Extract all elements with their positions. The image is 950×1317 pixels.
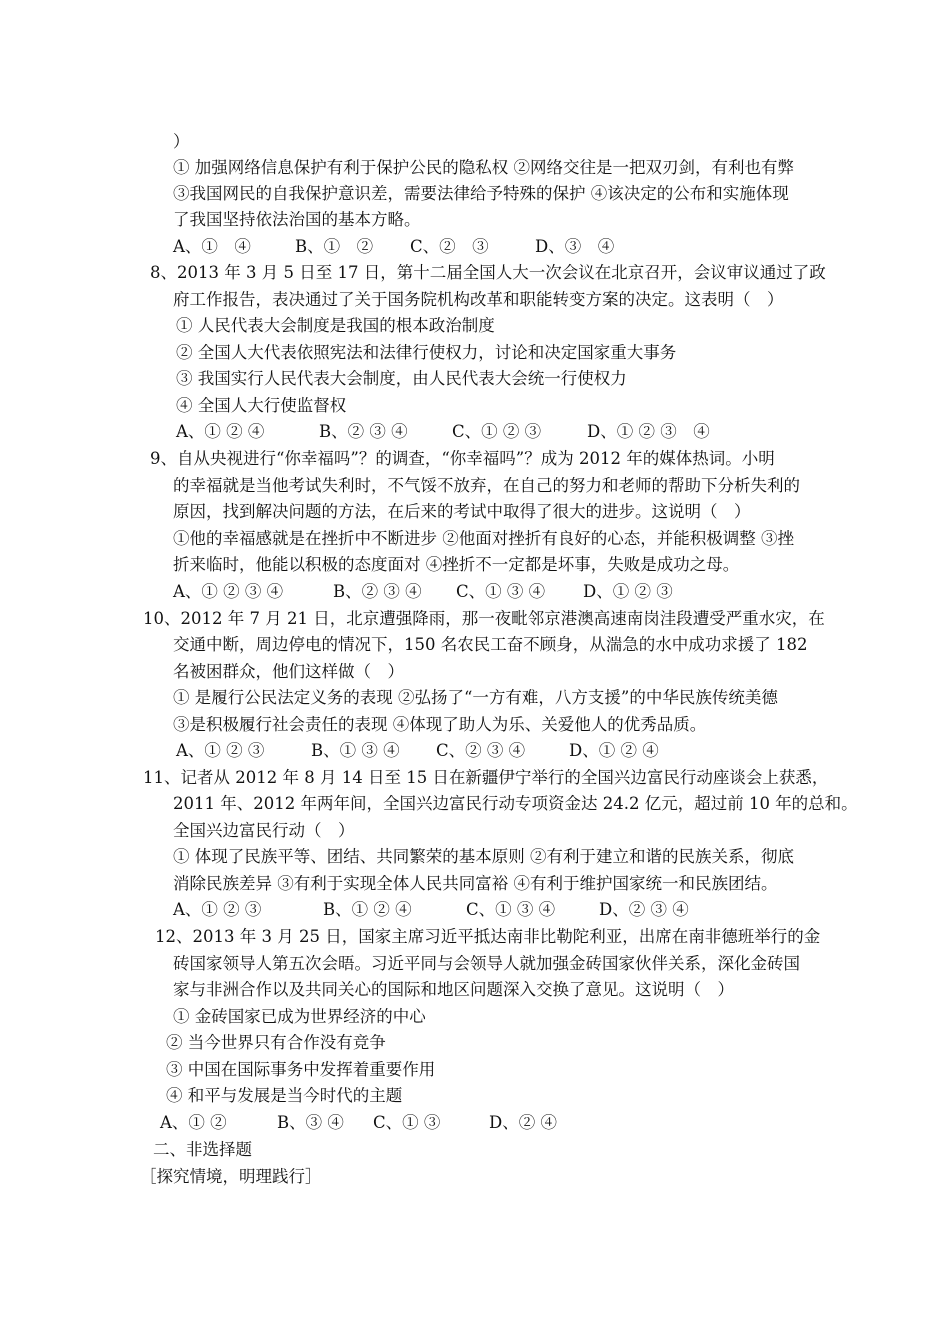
q11-choices — [173, 899, 689, 921]
q7-option-3: ③我国网民的自我保护意识差，需要法律给予特殊的保护 — [173, 184, 586, 203]
q10-options-line-2: ③是积极履行社会责任的表现 ④体现了助人为乐、关爱他人的优秀品质。 — [173, 715, 707, 734]
q10-stem-1: 10、2012 年 7 月 21 日，北京遭强降雨，那一夜毗邻京港澳高速南岗洼段遭受严重水灾，在 — [143, 609, 825, 628]
q7-choice-a: A、① ④ — [173, 237, 251, 256]
q9-stem-2: 的幸福就是当他考试失利时，不气馁不放弃，在自己的努力和老师的帮助下分析失利的 — [173, 476, 800, 495]
q9-choice-d: D、① ② ③ — [583, 582, 673, 601]
q11-stem-3: 全国兴边富民行动（ ） — [173, 821, 355, 840]
q9-options-line-1: ①他的幸福感就是在挫折中不断进步 ②他面对挫折有良好的心态，并能积极调整 ③挫 — [173, 529, 794, 548]
q8-choice-b: B、② ③ ④ — [319, 422, 408, 441]
q12-option-3: ③ 中国在国际事务中发挥着重要作用 — [166, 1060, 436, 1079]
q8-choice-a: A、① ② ④ — [176, 422, 265, 441]
q10-options-line-1: ① 是履行公民法定义务的表现 ②弘扬了“一方有难，八方支援”的中华民族传统美德 — [173, 688, 778, 707]
q7-option-1: ① 加强网络信息保护有利于保护公民的隐私权 — [173, 158, 509, 177]
q11-choice-b: B、① ② ④ — [323, 900, 412, 919]
q12-stem-3: 家与非洲合作以及共同关心的国际和地区问题深入交换了意见。这说明（ ） — [173, 980, 734, 999]
q9-options-line-2: 折来临时，他能以积极的态度面对 ④挫折不一定都是坏事，失败是成功之母。 — [173, 555, 740, 574]
q10-choice-b: B、① ③ ④ — [311, 741, 400, 760]
q7-options-line-2 — [173, 183, 789, 205]
q12-stem-1: 12、2013 年 3 月 25 日，国家主席习近平抵达南非比勒陀利亚，出席在南非德班举行的金 — [155, 927, 821, 946]
q8-option-3: ③ 我国实行人民代表大会制度，由人民代表大会统一行使权力 — [176, 369, 627, 388]
q7-option-4: ④该决定的公布和实施体现 — [590, 184, 789, 203]
q12-option-1: ① 金砖国家已成为世界经济的中心 — [173, 1007, 426, 1026]
q10-stem-2: 交通中断，周边停电的情况下，150 名农民工奋不顾身，从湍急的水中成功求援了 182 — [173, 635, 808, 654]
q11-stem-1: 11、记者从 2012 年 8 月 14 日至 15 日在新疆伊宁举行的全国兴边富民行动座谈会上获悉， — [143, 768, 829, 787]
continued-paren: ） — [173, 132, 190, 151]
q12-choices — [160, 1112, 557, 1134]
q7-choice-c: C、② ③ — [410, 237, 489, 256]
q12-option-4: ④ 和平与发展是当今时代的主题 — [166, 1086, 403, 1105]
q8-choices — [176, 421, 710, 443]
q7-option-4-cont: 了我国坚持依法治国的基本方略。 — [173, 210, 421, 229]
q9-choices — [173, 581, 673, 603]
q8-choice-c: C、① ② ③ — [452, 422, 542, 441]
q9-choice-b: B、② ③ ④ — [333, 582, 422, 601]
q8-option-2: ② 全国人大代表依照宪法和法律行使权力，讨论和决定国家重大事务 — [176, 343, 677, 362]
q9-stem-1: 9、自从央视进行“你幸福吗”？的调查，“你幸福吗”？成为 2012 年的媒体热词。小明 — [150, 449, 775, 468]
q11-choice-d: D、② ③ ④ — [599, 900, 689, 919]
q11-choice-c: C、① ③ ④ — [466, 900, 556, 919]
q12-choice-a: A、① ② — [160, 1113, 227, 1132]
q12-choice-d: D、② ④ — [489, 1113, 557, 1132]
section-heading: 二、非选择题 — [153, 1140, 252, 1159]
q9-choice-a: A、① ② ③ ④ — [173, 582, 284, 601]
q10-choice-c: C、② ③ ④ — [436, 741, 526, 760]
q12-option-2: ② 当今世界只有合作没有竞争 — [166, 1033, 386, 1052]
q9-choice-c: C、① ③ ④ — [456, 582, 546, 601]
q12-stem-2: 砖国家领导人第五次会晤。习近平同与会领导人就加强金砖国家伙伴关系，深化金砖国 — [173, 954, 800, 973]
q8-option-4: ④ 全国人大行使监督权 — [176, 396, 347, 415]
q7-option-2: ②网络交往是一把双刃剑，有利也有弊 — [513, 158, 794, 177]
q10-choice-d: D、① ② ④ — [569, 741, 659, 760]
q7-choice-d: D、③ ④ — [535, 237, 615, 256]
q8-choice-d: D、① ② ③ ④ — [587, 422, 710, 441]
q11-choice-a: A、① ② ③ — [173, 900, 262, 919]
q11-options-line-1: ① 体现了民族平等、团结、共同繁荣的基本原则 ②有利于建立和谐的民族关系，彻底 — [173, 847, 794, 866]
q10-choices — [176, 740, 659, 762]
q8-stem-2: 府工作报告，表决通过了关于国务院机构改革和职能转变方案的决定。这表明（ ） — [173, 290, 784, 309]
q11-options-line-2: 消除民族差异 ③有利于实现全体人民共同富裕 ④有利于维护国家统一和民族团结。 — [173, 874, 778, 893]
q7-choices — [173, 236, 614, 258]
q12-choice-c: C、① ③ — [373, 1113, 441, 1132]
q9-stem-3: 原因，找到解决问题的方法，在后来的考试中取得了很大的进步。这说明（ ） — [173, 502, 751, 521]
q7-options-line-1 — [173, 157, 794, 179]
q10-choice-a: A、① ② ③ — [176, 741, 265, 760]
q7-choice-b: B、① ② — [295, 237, 374, 256]
subsection-heading: ［探究情境，明理践行］ — [140, 1167, 322, 1186]
q8-option-1: ① 人民代表大会制度是我国的根本政治制度 — [176, 316, 495, 335]
q11-stem-2: 2011 年、2012 年两年间，全国兴边富民行动专项资金达 24.2 亿元，超过前 10 年的总和。 — [173, 794, 858, 813]
q8-stem-1: 8、2013 年 3 月 5 日至 17 日，第十二届全国人大一次会议在北京召开，会议审议通过了政 — [150, 263, 826, 282]
q10-stem-3: 名被困群众，他们这样做（ ） — [173, 662, 404, 681]
q12-choice-b: B、③ ④ — [277, 1113, 344, 1132]
